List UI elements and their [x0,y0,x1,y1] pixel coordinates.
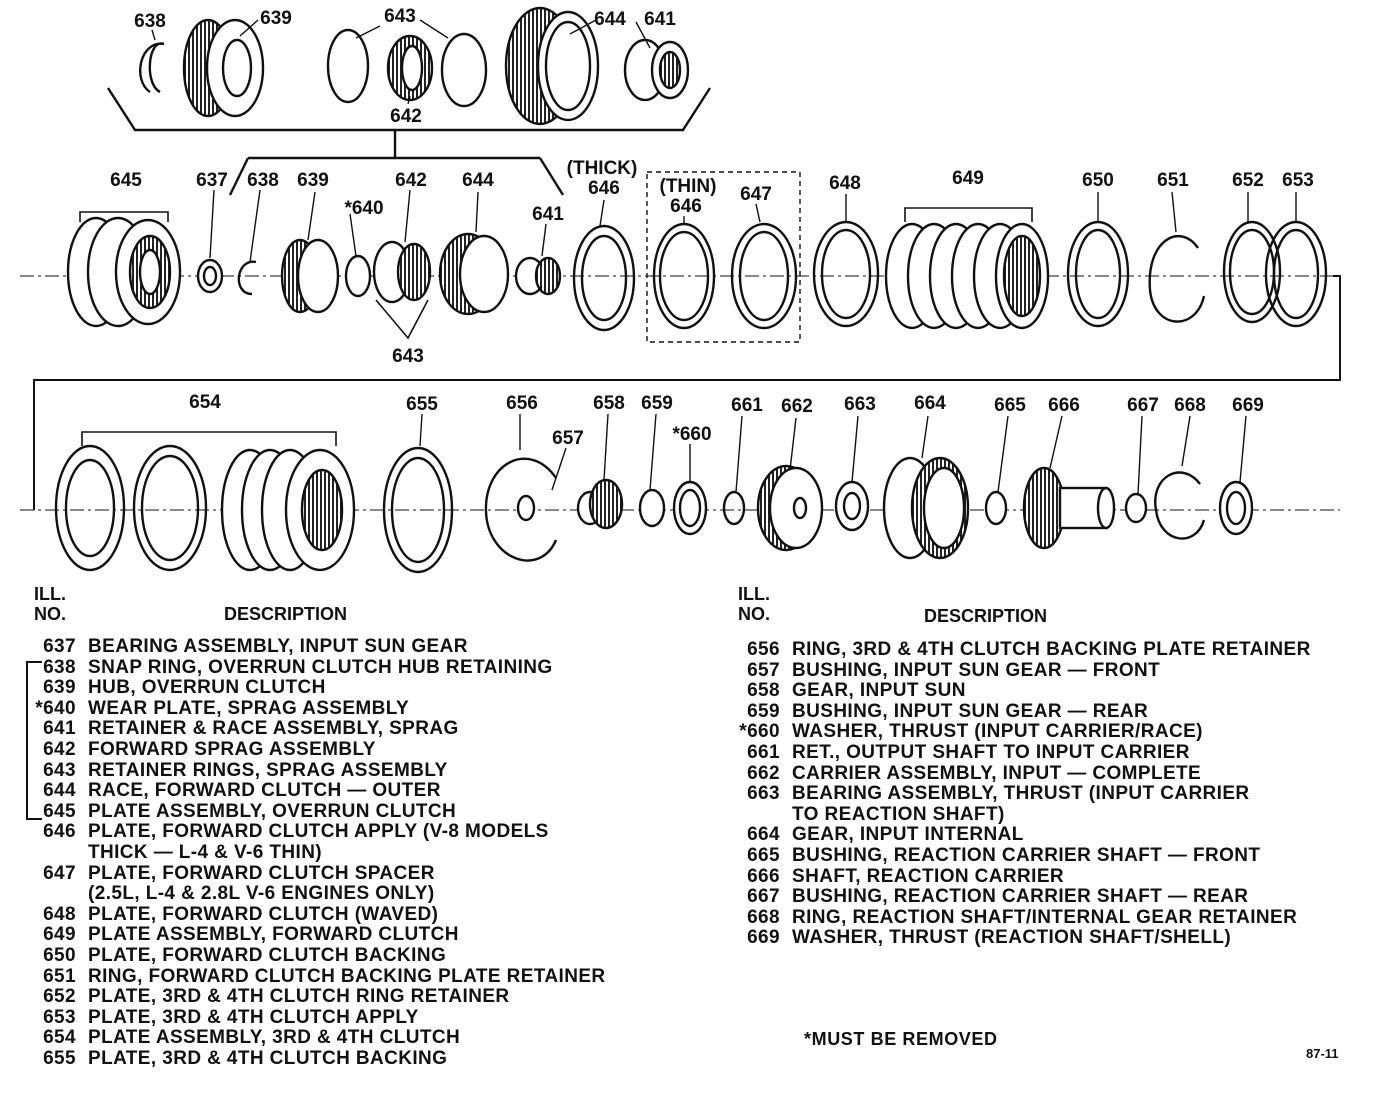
table-row [4,719,664,740]
callout-658: 658 [593,393,625,414]
table-row [708,887,1368,908]
ill-number: 653 [43,1006,76,1028]
callout-649: 649 [952,168,984,189]
callout-657: 657 [552,428,584,449]
part-description: TO REACTION SHAFT) [792,803,1005,825]
table-row [708,825,1368,846]
part-description: CARRIER ASSEMBLY, INPUT — COMPLETE [792,762,1202,784]
table-row [708,640,1368,661]
callout-646-thin: 646 [670,196,702,217]
ill-number: 650 [43,944,76,966]
table-row [4,637,664,658]
callout-638: 638 [247,170,279,191]
right-parts-table [708,640,1368,949]
ill-number: 652 [43,986,76,1008]
part-description: BEARING ASSEMBLY, INPUT SUN GEAR [88,636,468,657]
callout-643-top: 643 [384,6,416,27]
left-ill-label: ILL. [34,584,66,604]
ill-number: 642 [43,738,76,760]
callout-669: 669 [1232,395,1264,416]
part-description: FORWARD SPRAG ASSEMBLY [88,738,376,760]
part-description: BUSHING, REACTION CARRIER SHAFT — REAR [792,886,1249,908]
ill-number: *640 [35,697,76,719]
ill-number: 664 [747,824,780,846]
part-description: BUSHING, INPUT SUN GEAR — FRONT [792,659,1161,681]
ill-number: 659 [747,700,780,722]
callout-639: 639 [297,170,329,191]
right-table-ill-header [738,584,770,624]
callout-655: 655 [406,394,438,415]
callout-661: 661 [731,395,763,416]
ill-number: 646 [43,821,76,843]
part-description: BUSHING, REACTION CARRIER SHAFT — FRONT [792,844,1261,866]
callout-643: 643 [392,346,424,367]
ill-number [4,843,88,864]
table-row [4,740,664,761]
part-description: WEAR PLATE, SPRAG ASSEMBLY [88,697,410,719]
table-row [708,928,1368,949]
left-description-header: DESCRIPTION [224,604,348,624]
callout-644: 644 [462,170,494,191]
part-description: SNAP RING, OVERRUN CLUTCH HUB RETAINING [88,656,553,678]
callout-641: 641 [532,204,564,225]
right-no-label: NO. [738,604,771,624]
callout-665: 665 [994,395,1026,416]
ill-number: 656 [747,639,780,660]
callout-664: 664 [914,393,946,414]
table-row [708,908,1368,929]
callout-thick-label: (THICK) [566,158,638,179]
callout-654: 654 [189,392,221,413]
ill-number: 649 [43,924,76,946]
callout-646-thick: 646 [588,178,620,199]
right-description-header: DESCRIPTION [924,606,1048,626]
table-row [4,967,664,988]
ill-number: 641 [43,718,76,740]
table-row [708,846,1368,867]
callout-639-top: 639 [260,8,292,29]
part-description: RETAINER RINGS, SPRAG ASSEMBLY [88,759,448,781]
part-description: BUSHING, INPUT SUN GEAR — REAR [792,700,1149,722]
table-row [4,1008,664,1029]
ill-number: 667 [747,886,780,908]
callout-thin-label: (THIN) [659,176,717,197]
table-row [708,805,1368,826]
ill-number: 647 [43,862,76,884]
part-description: BEARING ASSEMBLY, THRUST (INPUT CARRIER [792,783,1250,805]
callout-640: *640 [344,198,384,219]
ill-number: 645 [43,800,76,822]
ill-number: 638 [43,656,76,678]
callout-651: 651 [1157,170,1189,191]
part-description: PLATE, FORWARD CLUTCH SPACER [88,862,435,884]
callout-660: *660 [672,424,712,445]
ill-number: 657 [747,659,780,681]
table-row [4,925,664,946]
callout-641-top: 641 [644,9,676,30]
callout-656: 656 [506,393,538,414]
table-row [4,987,664,1008]
ill-number [708,805,792,826]
callout-663: 663 [844,394,876,415]
part-description: RING, FORWARD CLUTCH BACKING PLATE RETAINER [88,965,606,987]
table-row [4,843,664,864]
ill-number: 655 [43,1047,76,1069]
table-row [708,661,1368,682]
ill-number: *660 [739,721,780,743]
callout-666: 666 [1048,395,1080,416]
ill-number: 669 [747,927,780,949]
table-row [4,1049,664,1070]
table-row [4,946,664,967]
ill-number: 665 [747,844,780,866]
table-row [708,681,1368,702]
callout-642-top: 642 [390,106,422,127]
ill-number: 661 [747,741,780,763]
callout-642: 642 [395,170,427,191]
table-row [4,781,664,802]
table-row [4,884,664,905]
part-description: PLATE, 3RD & 4TH CLUTCH RING RETAINER [88,986,510,1008]
part-description: PLATE, FORWARD CLUTCH APPLY (V-8 MODELS [88,821,549,843]
ill-number: 643 [43,759,76,781]
part-description: PLATE ASSEMBLY, OVERRUN CLUTCH [88,800,457,822]
left-parts-table [4,637,664,1069]
callout-668: 668 [1174,395,1206,416]
table-row [708,702,1368,723]
ill-number: 651 [43,965,76,987]
table-row [4,678,664,699]
ill-number: 662 [747,762,780,784]
part-description: RING, REACTION SHAFT/INTERNAL GEAR RETAINER [792,906,1298,928]
right-ill-label: ILL. [738,584,770,604]
ill-number: 654 [43,1027,76,1049]
part-description: THICK — L-4 & V-6 THIN) [88,841,323,863]
table-row [708,764,1368,785]
table-row [4,905,664,926]
part-description: RETAINER & RACE ASSEMBLY, SPRAG [88,718,459,740]
ill-number: 658 [747,680,780,702]
callout-648: 648 [829,173,861,194]
callout-659: 659 [641,393,673,414]
callout-652: 652 [1232,170,1264,191]
callout-645: 645 [110,170,142,191]
ill-number: 637 [43,636,76,657]
table-row [708,722,1368,743]
table-row [4,658,664,679]
part-description: SHAFT, REACTION CARRIER [792,865,1065,887]
callout-667: 667 [1127,395,1159,416]
ill-number: 668 [747,906,780,928]
ill-number: 663 [747,783,780,805]
ill-number: 644 [43,780,76,802]
part-description: PLATE, 3RD & 4TH CLUTCH BACKING [88,1047,448,1069]
callout-662: 662 [781,396,813,417]
figure-id: 87-11 [1306,1046,1339,1061]
callout-653: 653 [1282,170,1314,191]
part-description: PLATE, FORWARD CLUTCH BACKING [88,944,447,966]
part-description: GEAR, INPUT INTERNAL [792,824,1024,846]
part-description: WASHER, THRUST (INPUT CARRIER/RACE) [792,721,1203,743]
part-description: PLATE ASSEMBLY, FORWARD CLUTCH [88,924,459,946]
part-description: RET., OUTPUT SHAFT TO INPUT CARRIER [792,741,1190,763]
part-description: PLATE ASSEMBLY, 3RD & 4TH CLUTCH [88,1027,461,1049]
callout-647: 647 [740,184,772,205]
part-description: PLATE, FORWARD CLUTCH (WAVED) [88,903,439,925]
left-table-ill-header [34,584,66,624]
table-row [4,1028,664,1049]
part-description: RACE, FORWARD CLUTCH — OUTER [88,780,441,802]
part-description: (2.5L, L-4 & 2.8L V-6 ENGINES ONLY) [88,883,435,905]
ill-number: 648 [43,903,76,925]
part-description: PLATE, 3RD & 4TH CLUTCH APPLY [88,1006,419,1028]
callout-638-top: 638 [134,11,166,32]
part-description: WASHER, THRUST (REACTION SHAFT/SHELL) [792,927,1232,949]
callout-644-top: 644 [594,9,626,30]
table-row [708,784,1368,805]
table-row [708,743,1368,764]
part-description: GEAR, INPUT SUN [792,680,966,702]
table-row [4,822,664,843]
table-row [708,867,1368,888]
callout-637: 637 [196,170,228,191]
part-description: HUB, OVERRUN CLUTCH [88,677,326,699]
ill-number: 666 [747,865,780,887]
left-no-label: NO. [34,604,67,624]
callout-650: 650 [1082,170,1114,191]
ill-number [4,884,88,905]
must-be-removed-note: *MUST BE REMOVED [804,1029,998,1049]
table-row [4,699,664,720]
table-row [4,864,664,885]
part-description: RING, 3RD & 4TH CLUTCH BACKING PLATE RETAINER [792,639,1311,660]
table-row [4,802,664,823]
table-row [4,761,664,782]
ill-number: 639 [43,677,76,699]
